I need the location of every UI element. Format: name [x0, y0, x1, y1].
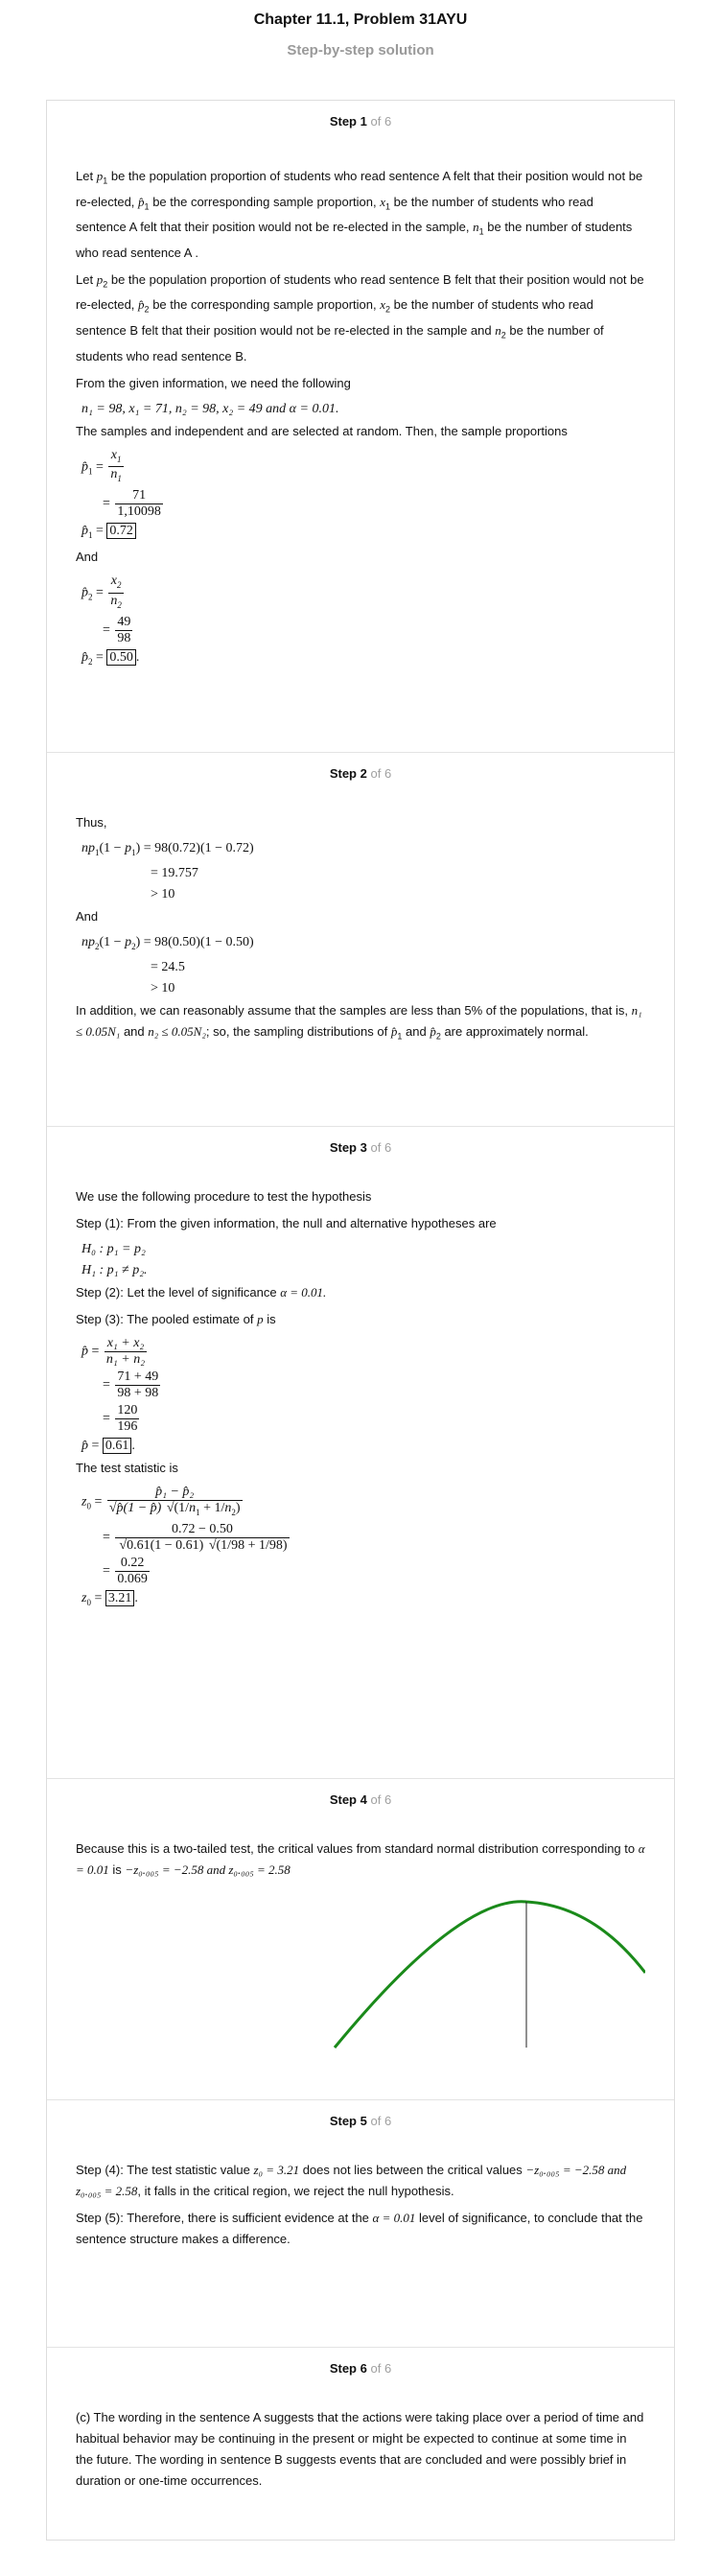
paragraph: Let $p_1$ be the population proportion of students who read sentence A felt that their position would not be re-elected, $p̂_1$ be the corresponding sample proportion, $x_1$ be the number of students who read sentence A felt that their position would not be re-elected in the sample, $n_1$ be the number of students who read sentence A .	[76, 169, 643, 260]
page-subtitle: Step-by-step solution	[287, 42, 434, 59]
equation-pooled: p̂ = $\frac{\text{x₁ + x₂}}{\text{n₁ + n₂}}$	[81, 1336, 146, 1367]
equation-z: $z_0$ = $\frac{\text{p̂₁ − p̂₂}}{√p̂(1 - p̂) √(1/n_1 + 1/n_2)}$	[81, 1485, 241, 1517]
page-title: Chapter 11.1, Problem 31AYU	[253, 12, 468, 28]
result-box: 3.21	[105, 1590, 135, 1606]
normal-curve-svg	[76, 1886, 645, 2049]
step-header: Step 5 of 6	[329, 2114, 392, 2128]
paragraph: Because this is a two-tailed test, the critical values from standard normal distribution corresponding to α = 0.01 is −z₀.₀₀₅ = −2.58 and z₀.₀₀₅ = 2.58	[76, 1841, 645, 1877]
given-values: n₁ = 98, x₁ = 71, n₂ = 98, x₂ = 49 and α = 0.01.	[81, 401, 339, 416]
step-header: Step 4 of 6	[329, 1792, 392, 1807]
paragraph: Step (4): The test statistic value z₀ = 3.21 does not lies between the critical values −z₀.₀₀₅ = −2.58 and z₀.₀₀₅ = 2.58, it falls in the critical region, we reject the null hypothesis.	[76, 2163, 627, 2198]
equation-p2: $p̂_2$ = $\frac{x_2}{n_2}$	[81, 573, 122, 610]
paragraph: (c) The wording in the sentence A suggests that the actions were taking place over a period of time and habitual behavior may be continuing in the present or might be expected to continue at some time in the future. The wording in sentence B suggests events that are concluded and were possibly brief in duration or one-time occurrences.	[76, 2410, 644, 2488]
paragraph: From the given information, we need the following	[76, 375, 351, 390]
step-3: Step 3 of 6 We use the following procedure to test the hypothesis Step (1): From the given information, the null and alternative hypotheses are H₀ : p₁ = p₂ H₁ : p₁ ≠ p₂. Step (2): Let the level of significance α = 0.01. Step (3): The pooled estimate of p is p̂ = $\frac{\text{x₁ + x₂}}{\text{n₁ + n₂}}$ = $\frac{71 + 49}{98 + 98}$ = $\frac{120}{196}$ p̂ = 0.61 . The test statistic is $z_0$ = $\frac{\text{p̂₁ − p̂₂}}{√p̂(1 - p̂) √(1/n_1 + 1/n_2)}$ = $\frac{0.72 - 0.50}{√0.61(1 - 0.61) √(1/98 + 1/98)}$ = $\frac{0.22}{0.069}$ $z_0 = 3.21$ .	[47, 1127, 674, 1779]
normal-curve	[335, 1902, 645, 2048]
step-header: Step 3 of 6	[329, 1140, 392, 1155]
paragraph: The samples and independent and are selected at random. Then, the sample proportions	[76, 423, 568, 438]
paragraph: Let $p_2$ be the population proportion of students who read sentence B felt that their position would not be re-elected, $p̂_2$ be the corresponding sample proportion, $x_2$ be the number of students who read sentence B felt that their position would not be re-elected in the sample and $n_2$ be the number of students who read sentence B.	[76, 271, 644, 363]
step-6	[47, 2348, 674, 2540]
result-box: 0.61	[103, 1438, 132, 1454]
result-box: 0.50	[106, 649, 136, 666]
steps-container	[46, 100, 675, 2541]
step-1: Step 1 of 6 Let $p_1$ be the population proportion of students who read sentence A felt that their position would not be re-elected, $p̂_1$ be the corresponding sample proportion, $x_1$ be the number of students who read sentence A felt that their position would not be re-elected in the sample, $n_1$ be the number of students who read sentence A . Let $p_2$ be the population proportion of students who read sentence B felt that their position would not be re-elected, $p̂_2$ be the corresponding sample proportion, $x_2$ be the number of students who read sentence B felt that their position would not be re-elected in the sample and $n_2$ be the number of students who read sentence B. From the given information, we need the following n₁ = 98, x₁ = 71, n₂ = 98, x₂ = 49 and α = 0.01. The samples and independent and are selected at random. Then, the sample proportions $p̂_1$ = $\frac{x_1}{n_1}$ = $\frac{71}{1,10098}$ $p̂_1 = 0.72$ And $p̂_2$ = $\frac{x_2}{n_2}$ = $\frac{49}{98}$ $p̂_2 = 0.50$ .	[47, 101, 674, 753]
step-2: Step 2 of 6 Thus, $np_1(1 - p_1) = 98(0.72)(1 - 0.72)$ = 19.757 > 10 And $np_2(1 - p_2) = 98(0.50)(1 - 0.50)$ = 24.5 > 10 In addition, we can reasonably assume that the samples are less than 5% of the populations, that is, n₁ ≤ 0.05N₁ and n₂ ≤ 0.05N₂; so, the sampling distributions of $p̂_1$ and $p̂_2$ are approximately normal.	[47, 753, 674, 1127]
equation-p1: $p̂_1$ = $\frac{x_1}{n_1}$	[81, 447, 122, 484]
alternative-hypothesis: H₁ : p₁ ≠ p₂.	[81, 1263, 148, 1277]
step-4	[47, 1779, 674, 2100]
equation-np2: $np_2(1 - p_2) = 98(0.50)(1 - 0.50)$	[81, 934, 254, 951]
paragraph: Step (5): Therefore, there is sufficient evidence at the α = 0.01 level of significance, to conclude that the sentence structure makes a difference.	[76, 2211, 643, 2246]
step-header: Step 1 of 6	[329, 114, 392, 129]
step-header: Step 6 of 6	[329, 2361, 392, 2376]
null-hypothesis: H₀ : p₁ = p₂	[81, 1242, 146, 1256]
step-header: Step 2 of 6	[329, 766, 392, 781]
equation-np1: $np_1(1 - p_1) = 98(0.72)(1 - 0.72)$	[81, 841, 254, 857]
result-box: 0.72	[106, 523, 136, 539]
paragraph: In addition, we can reasonably assume that the samples are less than 5% of the populations, that is, n₁ ≤ 0.05N₁ and n₂ ≤ 0.05N₂; so, the sampling distributions of $p̂_1$ and $p̂_2$ are approximately normal.	[76, 1002, 642, 1042]
step-5	[47, 2100, 674, 2348]
normal-curve-figure	[76, 1886, 645, 2049]
